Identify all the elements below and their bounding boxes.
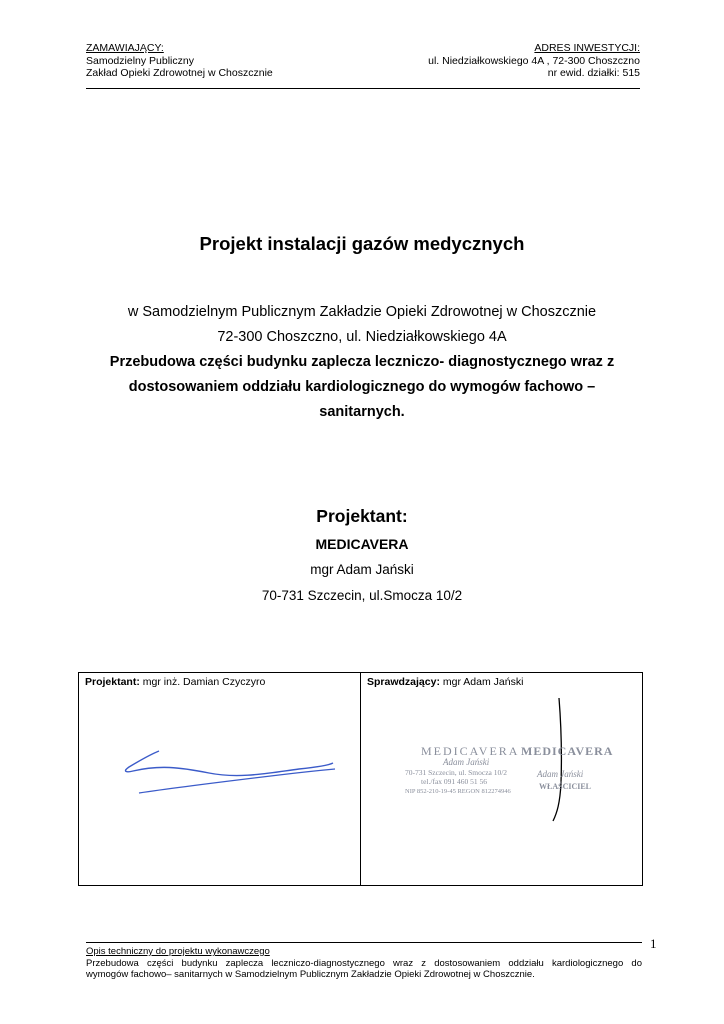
designer-company: MEDICAVERA — [315, 536, 409, 552]
designer-person: mgr Adam Jański — [310, 562, 414, 577]
company-stamps — [391, 693, 641, 823]
subtitle-line-1: w Samodzielnym Publicznym Zakładzie Opieki Zdrowotnej w Choszcznie — [127, 304, 597, 320]
stamp1-line-4: tel./fax 091 460 51 56 — [421, 777, 488, 786]
stamp2-line-2: Adam Jański — [537, 769, 584, 779]
designer-address: 70-731 Szczecin, ul.Smocza 10/2 — [261, 588, 463, 603]
client-line-1: Samodzielny Publiczny — [86, 54, 194, 67]
subtitle-line-2: 72-300 Choszczno, ul. Niedziałkowskiego 4A — [217, 329, 507, 345]
investment-address-block — [428, 42, 640, 80]
document-title: Projekt instalacji gazów medycznych — [199, 233, 525, 254]
client-label: ZAMAWIAJĄCY: — [86, 42, 164, 54]
footer-line-1: Opis techniczny do projektu wykonawczego — [86, 946, 270, 957]
designer-signature-label: Projektant: — [85, 676, 140, 688]
checker-signature-cell — [360, 673, 642, 885]
footer-line-3: wymogów fachowo– sanitarnych w Samodzielnym Publicznym Zakładzie Opieki Zdrowotnej w Choszcznie. — [86, 969, 535, 980]
stamp1-line-1: MEDICAVERA — [421, 744, 520, 758]
client-block — [86, 42, 273, 80]
stamp1-line-5: NIP 852-210-19-45 REGON 812274946 — [405, 788, 511, 795]
subtitle-bold-line-2: dostosowaniem oddziału kardiologicznego do wymogów fachowo – — [128, 379, 596, 395]
designer-signature-name: mgr inż. Damian Czyczyro — [142, 676, 266, 688]
page-number: 1 — [650, 936, 657, 951]
footer-line-2: Przebudowa części budynku zaplecza leczniczo-diagnostycznego wraz z dostosowaniem oddziału kardiologicznego do — [86, 957, 642, 969]
handwritten-signature-left — [119, 743, 339, 813]
project-subtitle — [90, 300, 634, 425]
client-line-2: Zakład Opieki Zdrowotnej w Choszcznie — [86, 67, 273, 79]
subtitle-bold-line-1: Przebudowa części budynku zaplecza leczniczo- diagnostycznego wraz z — [109, 354, 615, 370]
stamp2-line-1: MEDICAVERA — [521, 744, 614, 758]
checker-signature-name: mgr Adam Jański — [442, 676, 524, 688]
stamp2-line-3: WŁAŚCICIEL — [539, 782, 592, 791]
investment-line-2: nr ewid. działki: 515 — [547, 67, 640, 79]
checker-signature-label: Sprawdzający: — [367, 676, 440, 688]
stamp1-line-2: Adam Jański — [443, 757, 490, 767]
signature-table — [78, 672, 643, 886]
page-footer — [86, 942, 642, 981]
investment-line-1: ul. Niedziałkowskiego 4A , 72-300 Choszczno — [428, 54, 640, 67]
designer-heading: Projektant: — [316, 506, 408, 526]
page-header — [86, 42, 640, 89]
designer-signature-cell — [79, 673, 360, 885]
stamp1-line-3: 70-731 Szczecin, ul. Smocza 10/2 — [405, 768, 508, 777]
investment-label: ADRES INWESTYCJI: — [534, 42, 640, 54]
designer-block — [0, 503, 724, 609]
subtitle-bold-line-3: sanitarnych. — [319, 404, 405, 420]
